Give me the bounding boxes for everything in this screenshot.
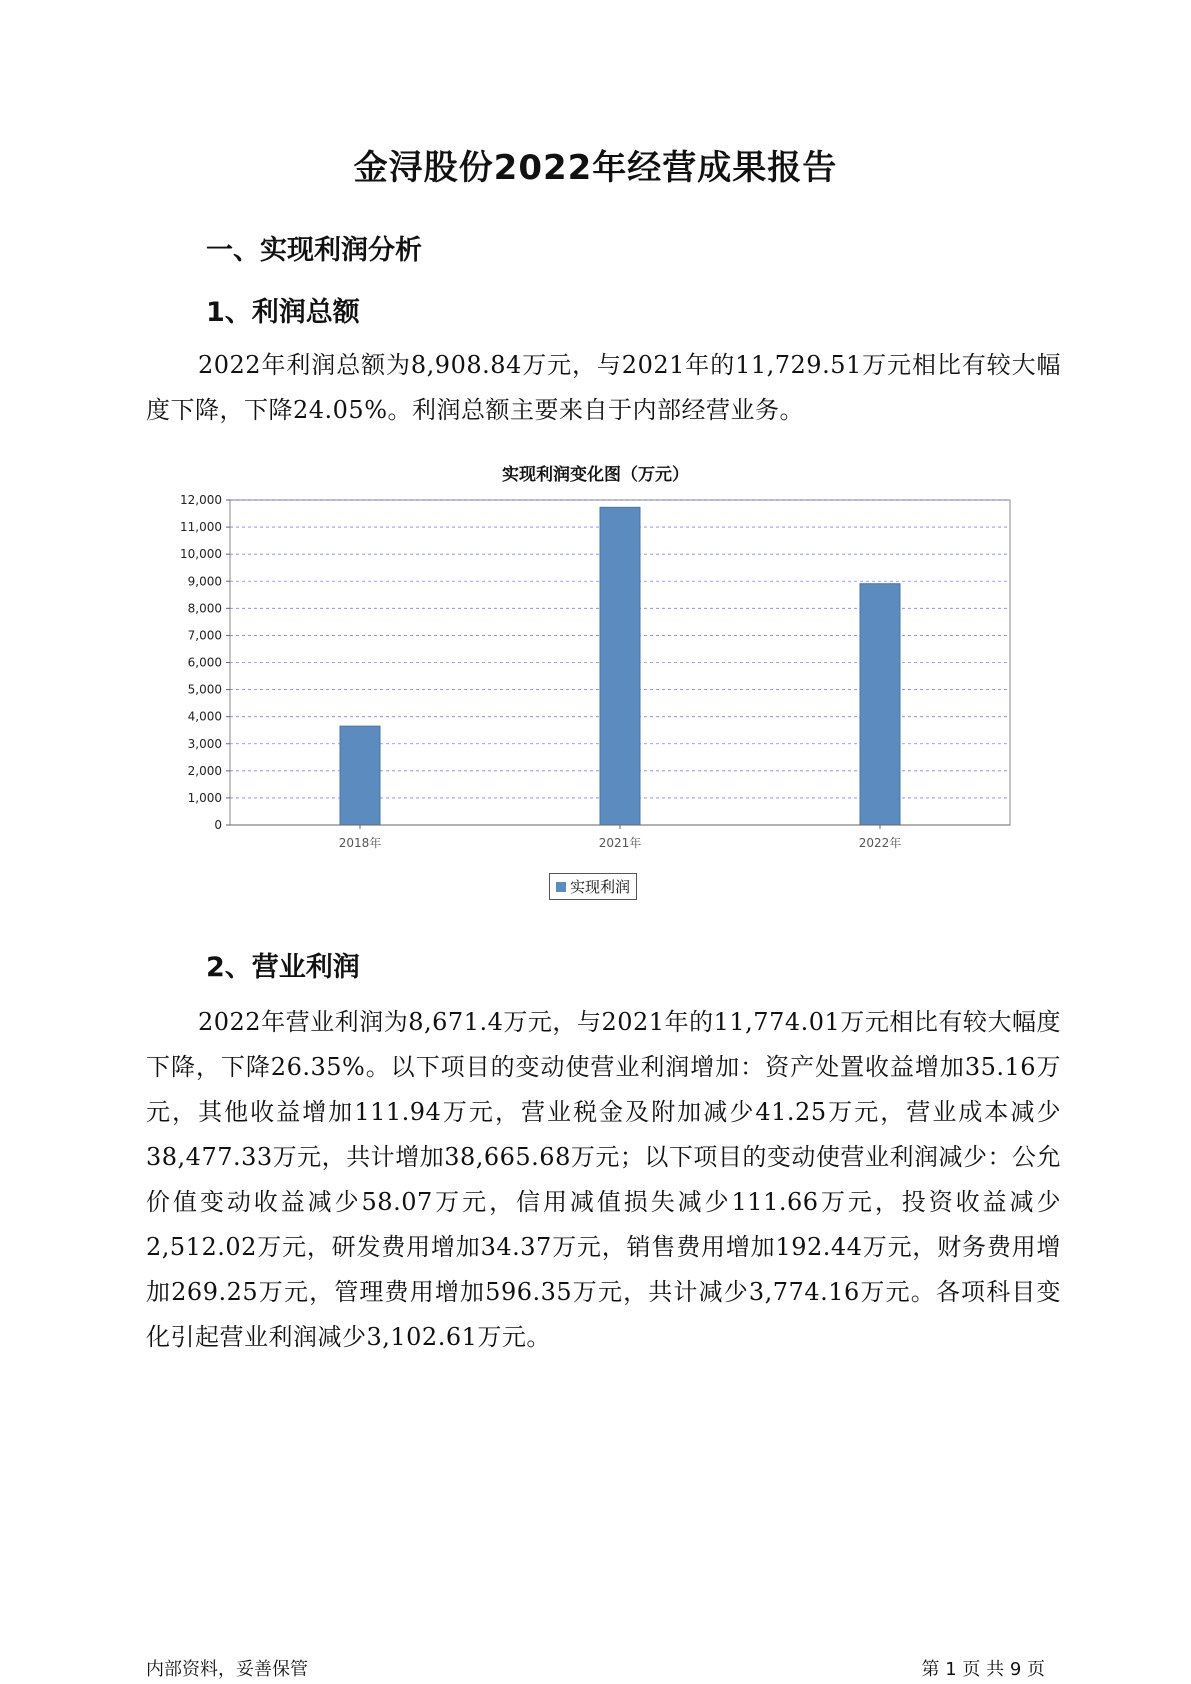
bar-2022年 — [860, 584, 900, 825]
footer-page-number: 第 1 页 共 9 页 — [921, 1659, 1045, 1680]
y-tick-label: 12,000 — [180, 493, 222, 507]
paragraph-profit-total: 2022年利润总额为8,908.84万元，与2021年的11,729.51万元相比有较大幅度下降，下降24.05%。利润总额主要来自于内部经营业务。 — [146, 351, 1061, 424]
subsection-heading-profit-total: 1、利润总额 — [206, 297, 360, 328]
document-title: 金浔股份2022年经营成果报告 — [353, 148, 838, 188]
y-tick-label: 7,000 — [187, 628, 222, 643]
y-tick-label: 9,000 — [187, 574, 222, 589]
y-tick-label: 10,000 — [180, 547, 222, 562]
x-tick-label: 2018年 — [338, 836, 382, 850]
y-tick-label: 11,000 — [180, 520, 222, 535]
bar-2021年 — [600, 507, 640, 825]
x-tick-label: 2021年 — [598, 836, 642, 850]
footer-confidential-note: 内部资料，妥善保管 — [146, 1659, 308, 1680]
legend-swatch — [556, 882, 566, 892]
paragraph-operating-profit: 2022年营业利润为8,671.4万元，与2021年的11,774.01万元相比有较大幅度下降，下降26.35%。以下项目的变动使营业利润增加：资产处置收益增加35.16万元，其他收益增加111.94万元，营业税金及附加减少41.25万元，营业成本减少38,477.33万元，共计增加38,665.68万元；以下项目的变动使营业利润减少：公允价值变动收益减少58.07万元，信用减值损失减少111.66万元，投资收益减少2,512.02万元，研发费用增加34.37万元，销售费用增加192.44万元，财务费用增加269.25万元，管理费用增加596.35万元，共计减少3,774.16万元。各项科目变化引起营业利润减少3,102.61万元。 — [146, 1008, 1061, 1351]
y-tick-label: 4,000 — [187, 709, 222, 724]
y-tick-label: 8,000 — [187, 601, 222, 616]
subsection-heading-operating-profit: 2、营业利润 — [206, 952, 360, 983]
y-tick-label: 5,000 — [187, 682, 222, 697]
y-tick-label: 6,000 — [187, 655, 222, 670]
y-tick-label: 2,000 — [187, 763, 222, 778]
chart-title: 实现利润变化图（万元） — [502, 465, 689, 485]
legend-label: 实现利润 — [570, 878, 631, 896]
y-tick-label: 3,000 — [187, 736, 222, 751]
y-tick-label: 1,000 — [187, 790, 222, 805]
section-heading: 一、实现利润分析 — [206, 235, 422, 266]
profit-bar-chart — [150, 490, 1030, 860]
y-tick-label: 0 — [214, 818, 222, 832]
x-tick-label: 2022年 — [858, 836, 902, 850]
bar-2018年 — [340, 726, 380, 825]
chart-legend — [549, 873, 637, 900]
